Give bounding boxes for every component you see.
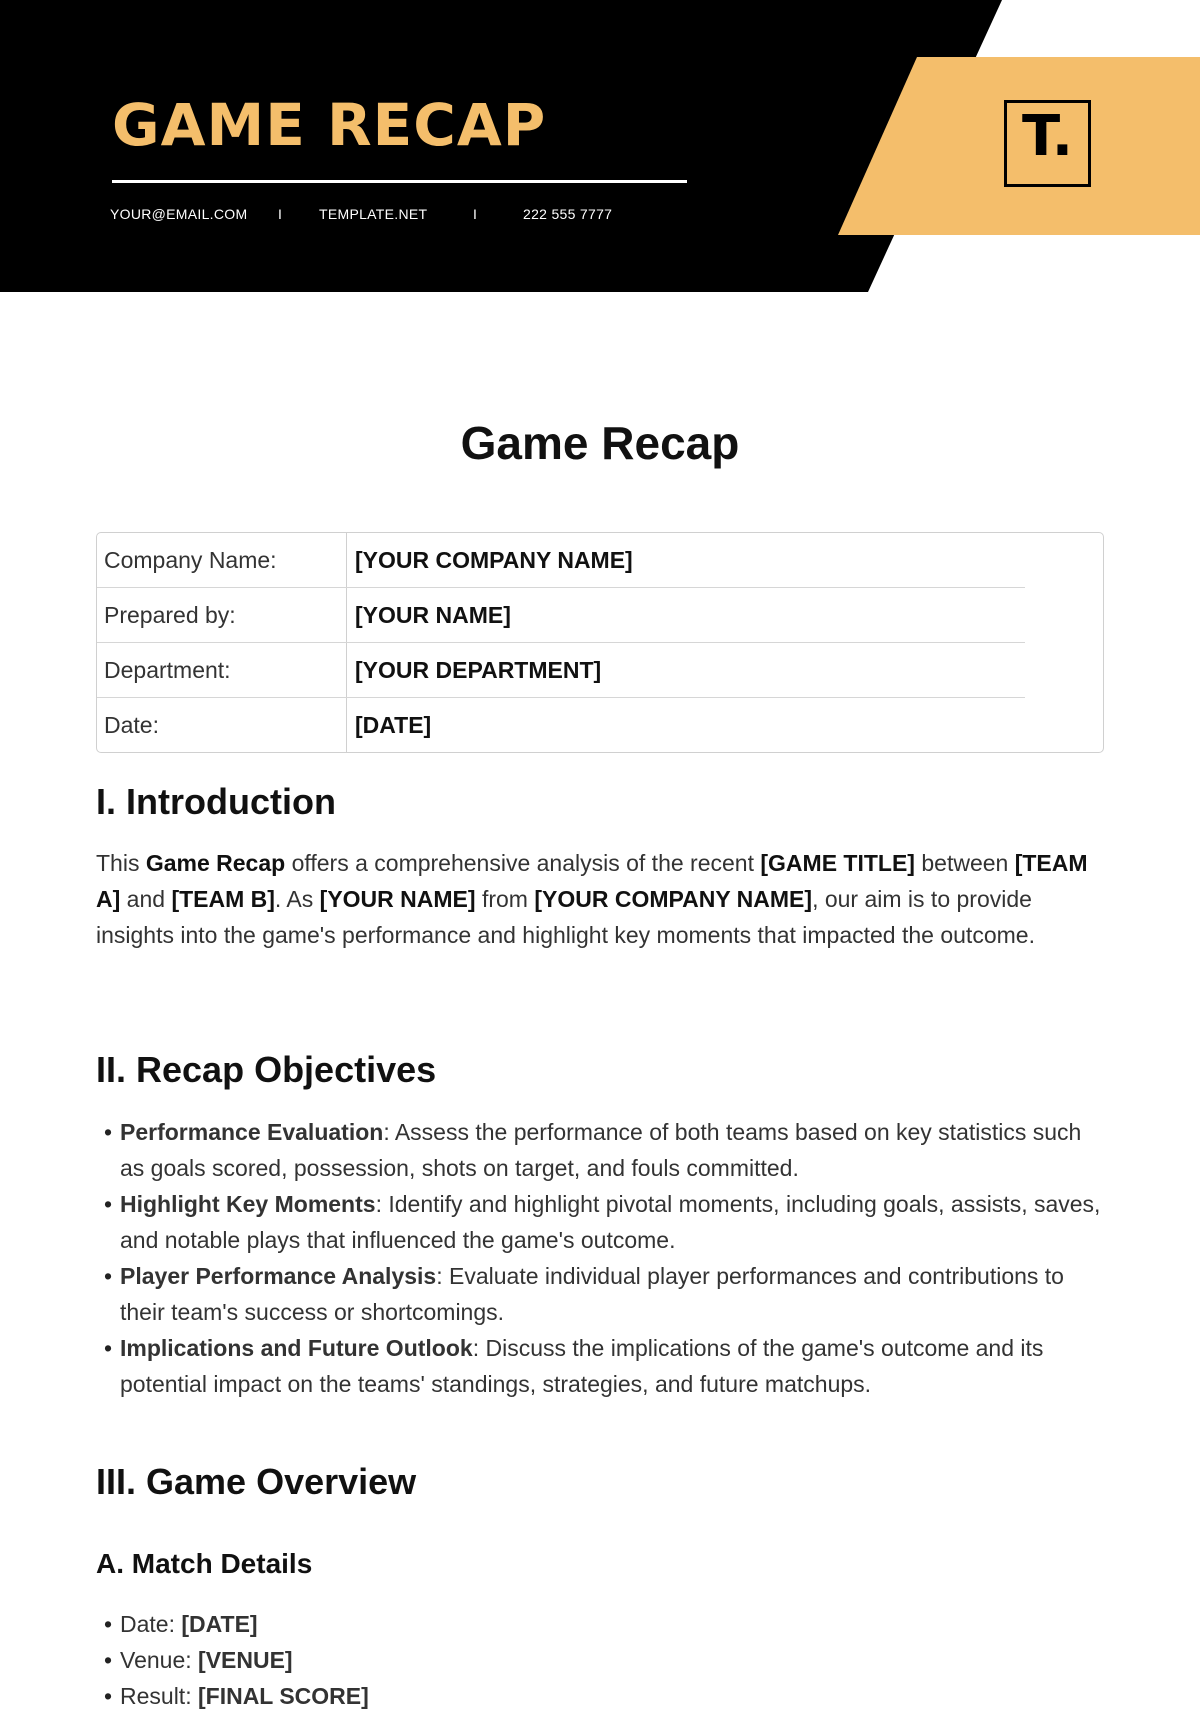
- table-row: [97, 588, 1103, 643]
- contact-separator: I: [278, 206, 283, 222]
- objectives-list: [96, 1114, 1106, 1402]
- info-table: [96, 532, 1104, 753]
- list-item: [96, 1114, 1106, 1186]
- section-heading-overview: III. Game Overview: [96, 1461, 417, 1502]
- info-value: [YOUR COMPANY NAME]: [355, 547, 633, 573]
- table-row: [97, 643, 1103, 698]
- item-text: : Assess the performance of both teams based on key statistics such as goals scored, possession, shots on target, and fouls committed.: [120, 1119, 1082, 1181]
- brand-title: GAME RECAP: [112, 91, 547, 159]
- info-label: Company Name:: [104, 547, 277, 573]
- brand-rule: [112, 180, 687, 183]
- text-run: between: [914, 850, 1015, 876]
- text-run-bold: [YOUR NAME]: [319, 886, 476, 912]
- table-row: [97, 698, 1103, 753]
- item-text: : Evaluate individual player performances and contributions to their team's success or shortcomings.: [120, 1263, 1064, 1325]
- list-item: [96, 1678, 1106, 1714]
- item-value: [FINAL SCORE]: [197, 1683, 369, 1709]
- text-run-bold: [TEAM A]: [96, 850, 1088, 912]
- text-run-bold: [GAME TITLE]: [760, 850, 915, 876]
- text-run: This: [96, 850, 146, 876]
- contact-separator: I: [473, 206, 478, 222]
- info-label: Department:: [104, 657, 231, 683]
- list-item: [96, 1186, 1106, 1258]
- item-term: Performance Evaluation: [120, 1119, 384, 1145]
- item-value: [DATE]: [181, 1611, 258, 1637]
- contact-website: TEMPLATE.NET: [319, 206, 428, 222]
- text-run: and: [120, 886, 172, 912]
- text-run-bold: Game Recap: [145, 850, 286, 876]
- info-value: [DATE]: [355, 712, 432, 738]
- section-heading-introduction: I. Introduction: [96, 781, 336, 822]
- item-text: : Discuss the implications of the game's outcome and its potential impact on the teams' standings, strategies, and future matchups.: [120, 1335, 1044, 1397]
- match-details-list: [96, 1606, 1106, 1714]
- info-value: [YOUR DEPARTMENT]: [355, 657, 602, 683]
- item-label: Venue:: [120, 1647, 199, 1673]
- text-run-bold: [YOUR COMPANY NAME]: [534, 886, 813, 912]
- text-run: , our aim is to provide insights into the game's performance and highlight key moments that impacted the outcome.: [96, 886, 1035, 948]
- item-term: Highlight Key Moments: [120, 1191, 376, 1217]
- item-label: Date:: [120, 1611, 182, 1637]
- section-heading-objectives: II. Recap Objectives: [96, 1049, 437, 1090]
- item-term: Implications and Future Outlook: [120, 1335, 473, 1361]
- header-banner: [0, 0, 1200, 292]
- text-run: offers a comprehensive analysis of the recent: [285, 850, 761, 876]
- page-title: Game Recap: [460, 417, 740, 469]
- subsection-heading-match-details: A. Match Details: [96, 1548, 313, 1579]
- contact-phone: 222 555 7777: [523, 206, 613, 222]
- info-label: Date:: [104, 712, 159, 738]
- item-label: Result:: [120, 1683, 198, 1709]
- introduction-paragraph: [96, 845, 1106, 953]
- list-item: [96, 1606, 1106, 1642]
- table-row: [97, 533, 1103, 588]
- item-value: [VENUE]: [198, 1647, 293, 1673]
- info-label: Prepared by:: [104, 602, 236, 628]
- list-item: [96, 1258, 1106, 1330]
- list-item: [96, 1642, 1106, 1678]
- item-term: Player Performance Analysis: [120, 1263, 437, 1289]
- contact-email: YOUR@EMAIL.COM: [110, 206, 248, 222]
- logo-letter: T.: [1022, 104, 1073, 169]
- text-run: . As: [274, 886, 320, 912]
- text-run-bold: [TEAM B]: [171, 886, 275, 912]
- info-value: [YOUR NAME]: [355, 602, 511, 628]
- brand-logo: [1004, 100, 1091, 187]
- text-run: from: [475, 886, 535, 912]
- list-item: [96, 1330, 1106, 1402]
- item-text: : Identify and highlight pivotal moments, including goals, assists, saves, and notable plays that influenced the game's outcome.: [120, 1191, 1101, 1253]
